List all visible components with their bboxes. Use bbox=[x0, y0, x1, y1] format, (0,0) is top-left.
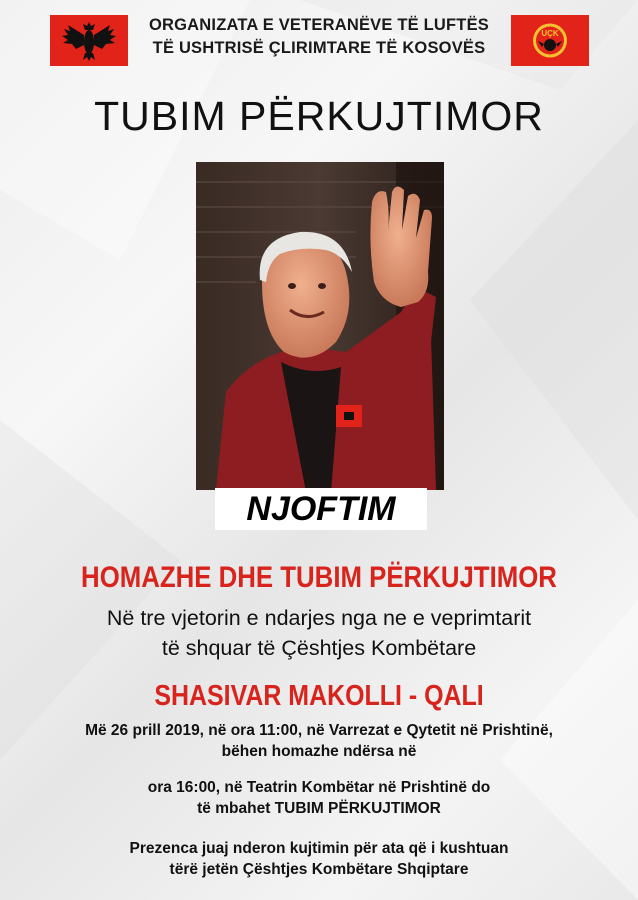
event-details-morning bbox=[0, 720, 638, 762]
details-line-6: tërë jetën Çështjes Kombëtare Shqiptare bbox=[169, 861, 469, 878]
details-line-2: bëhen homazhe ndërsa në bbox=[221, 743, 417, 760]
organization-line-1: ORGANIZATA E VETERANËVE TË LUFTËS bbox=[149, 16, 489, 34]
portrait-illustration bbox=[196, 162, 444, 490]
honoree-name: SHASIVAR MAKOLLI - QALI bbox=[154, 680, 484, 712]
details-line-3: ora 16:00, në Teatrin Kombëtar në Prishtinë do bbox=[147, 779, 491, 796]
subtitle bbox=[0, 603, 638, 663]
details-line-5: Prezenca juaj nderon kujtimin për ata që i kushtuan bbox=[129, 840, 509, 857]
closing-message bbox=[0, 838, 638, 880]
organization-line-2: TË USHTRISË ÇLIRIMTARE TË KOSOVËS bbox=[152, 39, 486, 57]
headline: HOMAZHE DHE TUBIM PËRKUJTIMOR bbox=[81, 561, 557, 594]
page-title: TUBIM PËRKUJTIMOR bbox=[94, 93, 544, 139]
albanian-eagle-icon bbox=[50, 15, 128, 66]
details-line-4: të mbahet TUBIM PËRKUJTIMOR bbox=[197, 800, 441, 817]
uck-emblem-icon bbox=[511, 15, 589, 66]
uck-flag bbox=[511, 15, 589, 66]
emblem-text: UÇK bbox=[541, 29, 559, 38]
albanian-flag bbox=[50, 15, 128, 66]
notice-label: NJOFTIM bbox=[215, 488, 427, 530]
details-line-1: Më 26 prill 2019, në ora 11:00, në Varrezat e Qytetit në Prishtinë, bbox=[85, 722, 553, 739]
subtitle-line-2: të shquar të Çështjes Kombëtare bbox=[161, 636, 477, 660]
organization-name bbox=[138, 14, 500, 60]
subtitle-line-1: Në tre vjetorin e ndarjes nga ne e veprimtarit bbox=[106, 606, 532, 630]
portrait-photo bbox=[196, 162, 444, 490]
event-details-afternoon bbox=[0, 777, 638, 819]
